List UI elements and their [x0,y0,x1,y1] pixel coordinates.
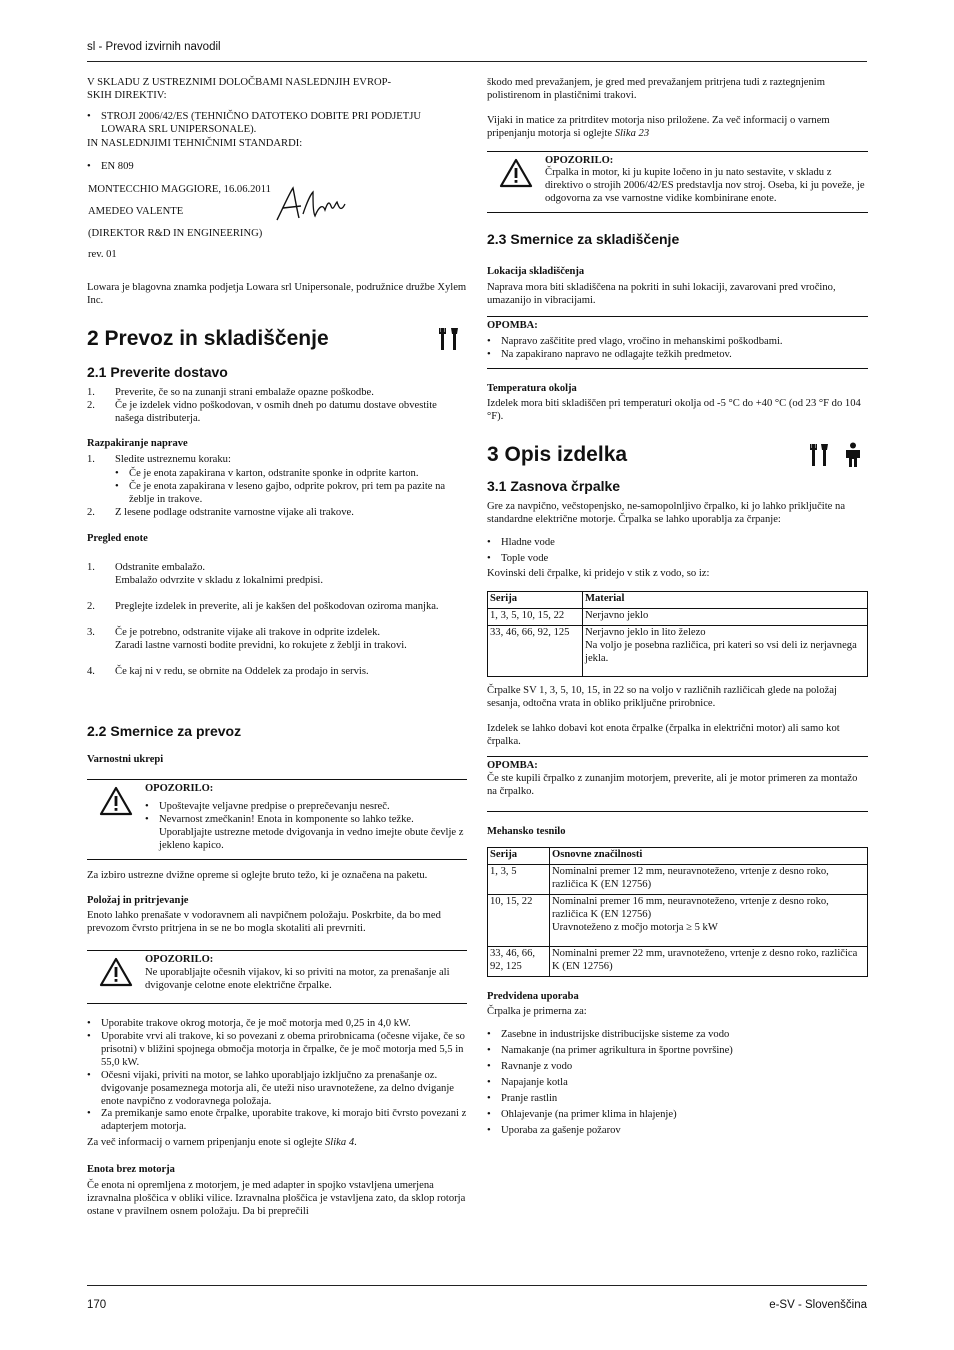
warning-box [87,950,467,1004]
table-cell: Nominalni premer 16 mm, neuravnoteženo, vrtenje z desno roko, različica K (EN 12756) Uravnoteženo z močjo motorja ≥ 5 kW [550,894,868,946]
list-item: • Namakanje (na primer agrikultura in športne površine) [487,1045,868,1058]
warning-triangle-icon [99,786,133,816]
intended-use-heading: Predvidena uporaba [487,990,579,1002]
list-item: 1. Odstranite embalažo. Embalažo odvrzite v skladu z lokalnimi predpisi. [87,562,323,587]
position-text: Enoto lahko prenašate v vodoravnem ali navpičnem položaju. Poskrbite, da bo med prevozom čvrsto pritrjena in se ne bo mogla skotaliti ali prevrniti. [87,910,441,935]
table-cell: Nominalni premer 12 mm, neuravnoteženo, vrtenje z desno roko, različica K (EN 12756) [550,864,868,894]
table-row [488,864,868,894]
warning-text: Črpalka in motor, ki ju kupite ločeno in ju nato sestavite, v skladu z direktivo o strojih 2006/42/ES predstavlja nov stroj. Oseba, ki ju poveže, je odgovorna za vse varnostne vidike kombinirane enote. [545,167,865,205]
list-item: • Ravnanje z vodo [487,1061,868,1074]
safety-heading: Varnostni ukrepi [87,754,164,766]
list-item: • Na zapakirano napravo ne odlagajte težkih predmetov. [487,349,868,362]
safe-lifting-reference: Za več informacij o varnem pripenjanju enote si oglejte Slika 4. [87,1137,357,1149]
page-number: 170 [87,1299,107,1311]
place-date: MONTECCHIO MAGGIORE, 16.06.2011 [88,183,271,195]
list-item: • Za premikanje samo enote črpalke, uporabite trakove, ki morajo biti čvrsto povezani z adapterjem motorja. [87,1108,467,1134]
list-item: 4. Če kaj ni v redu, se obrnite na Oddelek za prodajo in servis. [87,665,369,677]
list-item: • Ohlajevanje (na primer klima in hlajenje) [487,1109,868,1122]
column-header: Serija [488,591,583,608]
list-item: 2. Z lesene podlage odstranite varnostne vijake ali trakove. [87,506,354,518]
table-row [488,894,868,946]
revision: rev. 01 [88,249,117,261]
standards-list [87,161,467,174]
table-row [488,625,868,676]
no-motor-heading: Enota brez motorja [87,1164,175,1176]
list-item: • Nevarnost zmečkanin! Enota in komponente so lahko težke. Uporabljajte ustrezne metode dvigovanja in vedno imejte obute čevlje z jekleno kapico. [145,814,467,853]
note-list [487,336,868,362]
column-header: Material [583,591,868,608]
bolts-text: Vijaki in matice za pritrditev motorja niso priložene. Za več informacij o varnem pripenjanju motorja si oglejte Slika 23 [487,114,830,139]
signer-name: AMEDEO VALENTE [88,205,184,217]
metal-parts-text: Kovinski deli črpalke, ki pridejo v stik z vodo, so iz: [487,568,710,580]
intended-use-intro: Črpalka je primerna za: [487,1006,587,1018]
tools-icon [808,442,832,468]
list-item: • Hladne vode [487,537,868,550]
table-header-row [488,847,868,864]
warning-triangle-icon [99,957,133,987]
table-row [488,946,868,976]
storage-location-heading: Lokacija skladiščenja [487,266,585,278]
list-item: 1. Sledite ustreznemu koraku: • Če je enota zapakirana v karton, odstranite sponke in odprite karton. • Če je enota zapakirana v leseno gajbo, odprite pokrov, pri tem pa pazite na žeblje in trakove. [87,454,467,507]
page-header [87,40,867,62]
note-box [487,756,868,812]
no-motor-text: Če enota ni opremljena z motorjem, je med adapter in spojko vstavljena umerjena izravnalna ploščica v obliki vilice. Izravnalna ploščica je vstavljena zato, da sklop rotorja ostane v pravilnem osnem položaju. Da bi preprečili [87,1179,466,1217]
section-2-2-heading: 2.2 Smernice za prevoz [87,723,242,740]
unpacking-sublist [115,468,467,507]
list-item: • Če je enota zapakirana v leseno gajbo, odprite pokrov, pri tem pa pazite na žeblje in trakove. [115,481,467,507]
list-item: • Pranje rastlin [487,1093,868,1106]
trademark-note: Lowara je blagovna znamka podjetja Lowara srl Unipersonale, podružnice družbe Xylem Inc. [87,282,467,307]
table-cell: 10, 15, 22 [488,894,550,946]
warning-title: OPOZORILO: [145,954,214,966]
delivery-check-list [87,387,467,426]
list-item: • Napravo zaščitite pred vlago, vročino in mehanskimi poškodbami. [487,336,868,349]
table-cell: Nerjavno jeklo [583,608,868,625]
directive-item: • STROJI 2006/42/ES (TEHNIČNO DATOTEKO DOBITE PRI PODJETJU LOWARA SRL UNIPERSONALE). [87,111,467,137]
signature-block [87,184,467,228]
list-item: • Uporabite trakove okrog motorja, če je moč motorja med 0,25 in 4,0 kW. [87,1018,467,1031]
list-item: • Napajanje kotla [487,1077,868,1090]
table-row [488,608,868,625]
signer-role: (DIREKTOR R&D IN ENGINEERING) [88,227,263,239]
list-item: 1. Preverite, če so na zunanji strani embalaže opazne poškodbe. [87,387,374,399]
section-2-3-heading: 2.3 Smernice za skladiščenje [487,231,680,248]
tools-icon [435,326,465,352]
table-cell: 1, 3, 5, 10, 15, 22 [488,608,583,625]
warning-title: OPOZORILO: [545,154,614,166]
list-item: • Če je enota zapakirana v karton, odstranite sponke in odprite karton. [115,468,467,481]
chapter-3-heading: 3 Opis izdelka [487,442,868,468]
supply-text: Izdelek se lahko dobavi kot enota črpalke (črpalka in električni motor) ali samo kot črpalka. [487,722,840,747]
table-cell: 33, 46, 66, 92, 125 [488,625,583,676]
list-item: • Upoštevajte veljavne predpise o preprečevanju nesreč. [145,801,467,814]
sv-variants-text: Črpalke SV 1, 3, 5, 10, 15, in 22 so na voljo v različnih različicah glede na položaj sesanja, odtočna vrata in obliko priključne prirobnice. [487,684,837,709]
position-heading: Položaj in pritrjevanje [87,894,189,906]
left-column [87,77,467,1219]
standard-item: • EN 809 [87,161,467,174]
temperature-heading: Temperatura okolja [487,382,577,394]
warning-list [145,801,467,853]
list-item: • Zasebne in industrijske distribucijske sisteme za vodo [487,1029,868,1042]
unpacking-heading: Razpakiranje naprave [87,438,188,450]
table-cell: Nominalni premer 22 mm, uravnoteženo, vrtenje z desno roko, različica K (EN 12756) [550,946,868,976]
table-cell: 1, 3, 5 [488,864,550,894]
pump-uses-list [487,537,868,566]
page-footer [87,1285,867,1312]
standards-intro: IN NASLEDNJIMI TEHNIČNIMI STANDARDI: [87,137,303,149]
lifting-text: Za izbiro ustrezne dvižne opreme si oglejte bruto težo, ki je označena na paketu. [87,869,428,881]
signature-image [273,184,353,224]
list-item: 2. Če je izdelek vidno poškodovan, v osmih dneh po datumu dostave obvestite našega distributerja. [87,400,437,425]
table-cell: Nerjavno jeklo in lito železo Na voljo je posebna različica, pri kateri so vsi deli iz nerjavnega jekla. [583,625,868,676]
chapter-2-heading: 2 Prevoz in skladiščenje [87,326,467,352]
note-title: OPOMBA: [487,760,538,772]
warning-text: Ne uporabljajte očesnih vijakov, ki so priviti na motor, za prenašanje ali dvigovanje celotne enote električne črpalke. [145,967,450,992]
intended-use-list [487,1029,868,1137]
note-box [487,316,868,369]
inspection-list [87,549,467,691]
temperature-text: Izdelek mora biti skladiščen pri temperaturi okolja od -5 °C do +40 °C (od 23 °F do 104 °F). [487,398,861,423]
list-item: • Tople vode [487,553,868,566]
list-item: 3. Če je potrebno, odstranite vijake ali trakove in odprite izdelek. Zaradi lastne varnosti bodite previdni, ko rokujete z žeblji in trakovi. [87,626,407,651]
right-column [487,77,868,1138]
warning-triangle-icon [499,158,533,188]
inspection-heading: Pregled enote [87,533,148,545]
mechanical-seal-heading: Mehansko tesnilo [487,826,566,838]
column-header: Serija [488,847,550,864]
document-name: e-SV - Slovenščina [769,1299,867,1311]
figure-reference: Slika 4 [324,1137,355,1149]
storage-location-text: Naprava mora biti skladiščena na pokriti in suhi lokaciji, zavarovani pred vročino, umazanijo in vibracijami. [487,282,836,307]
figure-reference: Slika 23 [614,127,650,139]
section-2-1-heading: 2.1 Preverite dostavo [87,364,228,381]
continued-text: škodo med prevažanjem, je gred med prevažanjem pritrjena tudi z raztegnjenim polistirenom in plastičnimi trakovi. [487,77,825,101]
section-3-1-heading: 3.1 Zasnova črpalke [487,478,621,495]
list-item: • Očesni vijaki, priviti na motor, se lahko uporabljajo izključno za prenašanje oz. dvigovanje posameznega motorja ali, če uteži niso uravnotežene, za delno dviganje enote navpično z vodoravnega položaja. [87,1070,467,1109]
header-title: sl - Prevod izvirnih navodil [87,41,221,53]
column-header: Osnovne značilnosti [550,847,868,864]
list-item: • Uporaba za gašenje požarov [487,1125,868,1138]
list-item: • Uporabite vrvi ali trakove, ki so povezani z obema prirobnicama (očesne vijake, če so prisotni) v bližini spojnega območja motorja in črpalke, če je moč motorja med 5,5 in 55,0 kW. [87,1031,467,1070]
warning-box [87,779,467,859]
material-table [487,591,868,677]
strapping-list [87,1018,467,1134]
directive-list [87,111,467,137]
table-header-row [488,591,868,608]
pump-description: Gre za navpično, večstopenjsko, ne-samopolnljivo črpalko, ki jo lahko priključite na standardne električne motorje. Črpalka se lahko uporablja za črpanje: [487,501,846,526]
note-title: OPOMBA: [487,319,538,331]
warning-title: OPOZORILO: [145,783,214,795]
list-item: 2. Preglejte izdelek in preverite, ali je kakšen del poškodovan oziroma manjka. [87,600,439,612]
unpacking-list [87,454,467,520]
directive-intro: V SKLADU Z USTREZNIMI DOLOČBAMI NASLEDNJIH EVROP- SKIH DIREKTIV: [87,77,392,101]
note-text: Če ste kupili črpalko z zunanjim motorjem, preverite, ali je motor primeren za montažo na črpalko. [487,773,858,798]
person-icon [842,442,864,468]
table-cell: 33, 46, 66, 92, 125 [488,946,550,976]
mechanical-seal-table [487,847,868,977]
warning-box [487,151,868,214]
